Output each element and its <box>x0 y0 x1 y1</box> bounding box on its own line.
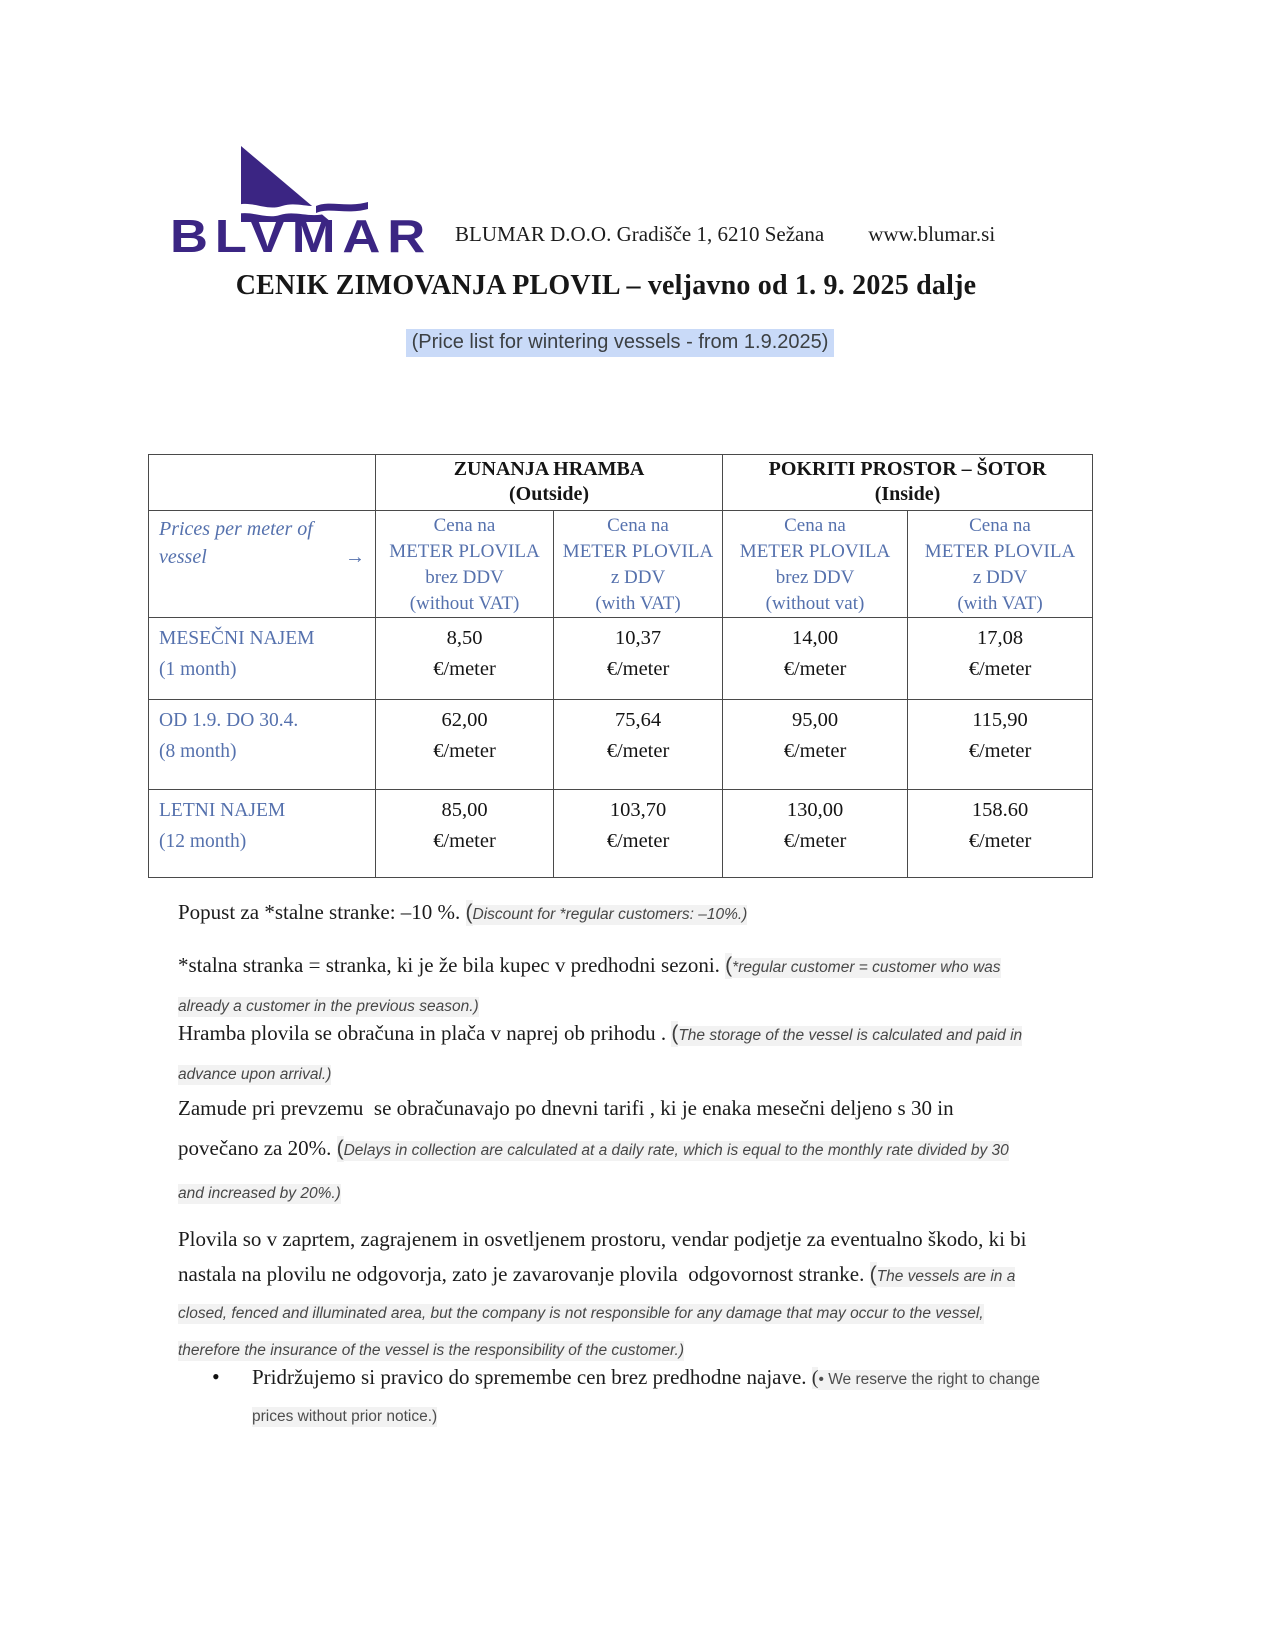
group-outside-line2: (Outside) <box>509 483 589 505</box>
col-header-line: z DDV <box>972 567 1028 588</box>
note-sl-text: Popust za *stalne stranke: –10 %. <box>178 900 466 924</box>
row-label-line2: (1 month) <box>159 659 237 680</box>
price-value: 17,08 <box>976 627 1024 649</box>
price-table <box>148 454 1093 878</box>
logo-wordmark: BLVMAR <box>170 210 432 258</box>
col-header-line: METER PLOVILA <box>739 541 891 562</box>
company-header-line <box>455 222 995 247</box>
open-paren: ( <box>725 954 733 977</box>
note-delays <box>178 1088 1038 1214</box>
price-cell <box>554 618 723 700</box>
group-inside-line2: (Inside) <box>874 483 941 505</box>
bullet-note-text <box>252 1360 1042 1434</box>
col-header-line: brez DDV <box>425 567 504 588</box>
note-en-text: The vessels are in a closed, fenced and illuminated area, but the company is not responsible for any damage that may occur to the vessel, therefore the insurance of the vessel is the responsibility of the customer.) <box>178 1268 1016 1359</box>
price-cell <box>554 700 723 790</box>
corner-label: vessel <box>159 546 207 568</box>
col-header-line: (without vat) <box>765 593 865 614</box>
price-value: 8,50 <box>446 627 483 649</box>
bullet-list-item <box>212 1360 1042 1434</box>
group-outside-line1: ZUNANJA HRAMBA <box>453 458 645 480</box>
col-header-line: Cena na <box>969 515 1031 536</box>
price-cell <box>908 618 1093 700</box>
price-cell <box>376 700 554 790</box>
note-sl-text: Pridržujemo si pravico do spremembe cen brez predhodne najave. <box>252 1365 812 1389</box>
blumar-logo <box>168 140 438 263</box>
open-paren: ( <box>671 1022 679 1045</box>
row-label-line1: OD 1.9. DO 30.4. <box>159 710 299 731</box>
col-header-line: (without VAT) <box>409 593 520 614</box>
price-cell <box>554 790 723 878</box>
page-title: CENIK ZIMOVANJA PLOVIL – veljavno od 1. 9. 2025 dalje <box>235 270 977 301</box>
price-cell <box>723 700 908 790</box>
price-value: 103,70 <box>609 799 667 821</box>
col-header-line: Cena na <box>784 515 846 536</box>
open-paren: ( <box>869 1263 877 1286</box>
price-value: 95,00 <box>791 709 839 731</box>
col-header-outside-vat <box>554 511 723 618</box>
price-unit: €/meter <box>606 658 670 680</box>
note-en-text: • We reserve the right to change prices without prior notice.) <box>252 1371 1040 1425</box>
subtitle-row <box>0 329 1240 357</box>
title-row <box>0 270 1212 302</box>
table-row-season <box>149 700 1093 790</box>
note-en-text: Delays in collection are calculated at a daily rate, which is equal to the monthly rate divided by 30 and increased by 20%.) <box>178 1142 1009 1202</box>
corner-line2 <box>159 543 365 571</box>
row-label-line1: LETNI NAJEM <box>159 800 286 821</box>
price-unit: €/meter <box>433 740 496 762</box>
note-en-text: Discount for *regular customers: –10%.) <box>472 906 748 923</box>
row-label-line2: (12 month) <box>159 831 247 852</box>
website-url: www.blumar.si <box>868 222 996 246</box>
note-en-text: The storage of the vessel is calculated and paid in advance upon arrival.) <box>178 1027 1023 1083</box>
price-value: 10,37 <box>614 627 662 649</box>
note-sl-text: Zamude pri prevzemu se obračunavajo po dnevni tarifi , ki je enaka mesečni deljeno s 30 in povečano za 20%. <box>178 1096 954 1160</box>
price-unit: €/meter <box>968 830 1032 852</box>
col-header-line: z DDV <box>610 567 666 588</box>
note-sl-text: Plovila so v zaprtem, zagrajenem in osvetljenem prostoru, vendar podjetje za eventualno škodo, ki bi nastala na plovilu ne odgovorja, zato je zavarovanje plovila odgovornost stranke. <box>178 1227 1027 1286</box>
subtitle-highlight: (Price list for wintering vessels - from 1.9.2025) <box>406 329 835 357</box>
note-sl-text: *stalna stranka = stranka, ki je že bila kupec v predhodni sezoni. <box>178 953 726 977</box>
col-header-line: (with VAT) <box>595 593 681 614</box>
row-label <box>149 700 376 790</box>
price-unit: €/meter <box>783 830 847 852</box>
price-value: 14,00 <box>791 627 839 649</box>
col-header-line: METER PLOVILA <box>924 541 1076 562</box>
price-unit: €/meter <box>606 830 670 852</box>
empty-corner-cell <box>149 455 376 511</box>
open-paren: ( <box>336 1137 344 1160</box>
price-unit: €/meter <box>783 740 847 762</box>
price-cell <box>376 790 554 878</box>
price-unit: €/meter <box>606 740 670 762</box>
col-header-inside-vat <box>908 511 1093 618</box>
col-header-line: brez DDV <box>775 567 855 588</box>
price-unit: €/meter <box>968 658 1032 680</box>
price-unit: €/meter <box>433 830 496 852</box>
col-header-line: Cena na <box>433 515 496 536</box>
price-value: 62,00 <box>441 709 488 731</box>
col-header-line: Cena na <box>607 515 669 536</box>
note-en-text: *regular customer = customer who was already a customer in the previous season.) <box>178 959 1001 1015</box>
col-header-line: METER PLOVILA <box>562 541 714 562</box>
price-value: 130,00 <box>786 799 844 821</box>
table-row-yearly <box>149 790 1093 878</box>
price-cell <box>908 700 1093 790</box>
price-value: 85,00 <box>441 799 488 821</box>
note-insurance <box>178 1222 1038 1368</box>
price-value: 115,90 <box>972 709 1028 731</box>
sailboat-icon <box>168 140 438 258</box>
open-paren: ( <box>465 901 473 924</box>
price-value: 158.60 <box>971 799 1029 821</box>
note-sl-text: Hramba plovila se obračuna in plača v naprej ob prihodu . <box>178 1021 672 1045</box>
price-value: 75,64 <box>614 709 662 731</box>
table-group-header-row <box>149 455 1093 511</box>
table-row-monthly <box>149 618 1093 700</box>
bullet-icon: • <box>212 1364 220 1389</box>
corner-line1: Prices per meter of <box>159 518 313 540</box>
note-payment <box>178 1015 1038 1093</box>
row-label <box>149 790 376 878</box>
table-column-header-row <box>149 511 1093 618</box>
price-cell <box>376 618 554 700</box>
col-header-inside-novat <box>723 511 908 618</box>
company-address: BLUMAR D.O.O. Gradišče 1, 6210 Sežana <box>455 222 825 246</box>
group-inside-line1: POKRITI PROSTOR – ŠOTOR <box>768 458 1047 480</box>
col-header-outside-novat <box>376 511 554 618</box>
note-discount <box>178 894 1038 933</box>
corner-cell <box>149 511 376 618</box>
col-header-line: METER PLOVILA <box>389 541 540 562</box>
group-header-outside <box>376 455 723 511</box>
price-cell <box>723 790 908 878</box>
row-label-line1: MESEČNI NAJEM <box>159 628 315 649</box>
open-paren: ( <box>811 1367 819 1389</box>
price-cell <box>908 790 1093 878</box>
price-unit: €/meter <box>433 658 496 680</box>
right-arrow-icon: → <box>345 546 365 568</box>
note-regular-customer <box>178 947 1038 1025</box>
price-unit: €/meter <box>968 740 1032 762</box>
group-header-inside <box>723 455 1093 511</box>
row-label <box>149 618 376 700</box>
price-cell <box>723 618 908 700</box>
row-label-line2: (8 month) <box>159 741 237 762</box>
col-header-line: (with VAT) <box>957 593 1043 614</box>
price-unit: €/meter <box>783 658 847 680</box>
